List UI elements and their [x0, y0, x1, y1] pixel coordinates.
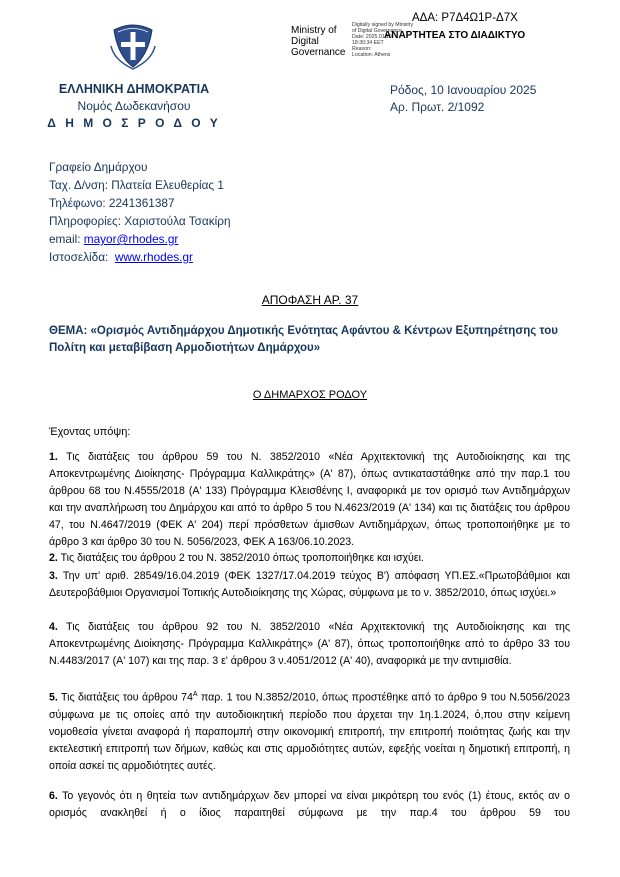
email-link[interactable]: mayor@rhodes.gr — [83, 232, 179, 246]
signature-org-line: Ministry of — [291, 25, 337, 36]
paragraph-text: Τις διατάξεις του άρθρου 74 — [57, 691, 193, 704]
info-contact: Πληροφορίες: Χαριστούλα Τσακίρη — [49, 214, 231, 228]
publish-stamp: ΑΝΑΡΤΗΤΕΑ ΣΤΟ ΔΙΑΔΙΚΤΥΟ — [384, 30, 526, 41]
subject-line: ΘΕΜΑ: «Ορισμός Αντιδημάρχου Δημοτικής Ενότητας Αφάντου & Κέντρων Εξυπηρέτησης του Πολίτη και μεταβίβαση Αρμοδιοτήτων Δημάρχου» — [49, 325, 558, 354]
signature-detail: Reason: — [352, 46, 372, 52]
email-line — [49, 232, 178, 246]
paragraph-2 — [49, 550, 570, 567]
website-line — [49, 250, 193, 264]
paragraph-number: 6. — [49, 790, 58, 802]
signature-detail: 18:30:34 EET — [352, 40, 384, 46]
considering-heading: Έχοντας υπόψη: — [49, 426, 131, 438]
prefecture-name: Νομός Δωδεκανήσου — [77, 99, 191, 113]
paragraph-number: 3. — [49, 570, 58, 582]
paragraph-text: Την υπ' αριθ. 28549/16.04.2019 (ΦΕΚ 1327/17.04.2019 τεύχος Β') απόφαση ΥΠ.ΕΣ.«Πρωτοβάθμιοι και Δευτεροβάθμιοι Οργανισμοί Τοπικής Αυτοδιοίκησης της Χώρας, σύμφωνα με το ν. 3852/2010, όπως ισχύει.» — [49, 570, 570, 600]
website-label: Ιστοσελίδα: — [49, 250, 115, 264]
paragraph-text: παρ. 1 του Ν.3852/2010, όπως προστέθηκε από το άρθρο 9 του Ν.5056/2023 σύμφωνα με τις οποίες από την αυτοδιοικητική περίοδο που άρχεται την 1η.1.2024, ό,που στην κείμενη νομοθεσία γίνεται αναφορά ή παραπομπή στην οικονομική επιτροπή, την επιτροπή ποιότητας ζωής και την εκτελεστική επιτροπή των δήμων, καθώς και στις αρμοδιότητες αυτών, εφεξής νοείται η δημοτική επιτροπή, η οποία ασκεί τις αρμοδιότητες αυτές. — [49, 691, 570, 772]
phone-number: Τηλέφωνο: 2241361387 — [49, 196, 175, 210]
paragraph-text: Τις διατάξεις του άρθρου 2 του Ν. 3852/2010 όπως τροποποιήθηκε και ισχύει. — [57, 552, 424, 564]
email-label: email: — [49, 232, 84, 246]
superscript: Α — [192, 691, 198, 698]
website-link[interactable]: www.rhodes.gr — [114, 250, 193, 264]
paragraph-number: 2. — [49, 552, 58, 564]
signature-detail: Date: 2025.01.10 — [352, 34, 392, 40]
paragraph-text: Τις διατάξεις του άρθρου 59 του Ν. 3852/2010 «Νέα Αρχιτεκτονική της Αυτοδιοίκησης και της Αποκεντρωμένης Διοίκησης- Πρόγραμμα Καλλικράτης» (Α' 87), όπως αντικαταστάθηκε από την παρ.1 του άρθρου 68 του Ν.4555/2018 (Α' 133) Πρόγραμμα Κλεισθένης Ι, αναφορικά με τον ορισμό των Αντιδημάρχων και την αναπλήρωση του Δημάρχου και από το άρθρο 5 του Ν.4623/2019 (Α' 134) και τις διατάξεις του άρθρου 47, του Ν.4647/2019 (ΦΕΚ Α' 204) περί πρόσθετων άμισθων Αντιδημάρχων, όπως τροποποιήθηκε με το άρθρο 3 και άρθρο 30 του Ν. 5056/2023, ΦΕΚ Α 163/06.10.2023. — [49, 451, 570, 549]
paragraph-6 — [49, 788, 570, 822]
protocol-number: Αρ. Πρωτ. 2/1092 — [390, 100, 485, 114]
office-name: Γραφείο Δημάρχου — [49, 160, 148, 174]
paragraph-4 — [49, 619, 570, 670]
paragraph-3 — [49, 568, 570, 602]
paragraph-number: 5. — [49, 691, 58, 704]
municipality-name: Δ Η Μ Ο Σ Ρ Ο Δ Ο Υ — [47, 116, 221, 130]
paragraph-number: 4. — [49, 621, 58, 633]
signature-detail: Location: Athens — [352, 52, 391, 58]
signature-org-line: Digital — [291, 36, 319, 47]
mayor-heading: Ο ΔΗΜΑΡΧΟΣ ΡΟΔΟΥ — [252, 389, 368, 401]
signature-org-line: Governance — [291, 47, 346, 58]
republic-name: ΕΛΛΗΝΙΚΗ ΔΗΜΟΚΡΑΤΙΑ — [58, 82, 210, 96]
signature-detail: of Digital Governance — [352, 28, 402, 34]
paragraph-text: Τις διατάξεις του άρθρου 92 του Ν. 3852/2010 «Νέα Αρχιτεκτονική της Αυτοδιοίκησης και της Αποκεντρωμένης Διοίκησης- Πρόγραμμα Καλλικράτης» (Α' 87), όπως τροποποιήθηκε από το άρθρο 33 του Ν.4483/2017 (Α' 107) και της παρ. 3 ε' άρθρου 3 ν.4051/2012 (Α' 40), αναφορικά με την αντιμισθία. — [49, 621, 570, 668]
paragraph-5 — [49, 686, 570, 775]
greek-coat-of-arms-icon — [108, 20, 158, 70]
decision-title: ΑΠΟΦΑΣΗ ΑΡ. 37 — [261, 293, 359, 307]
paragraph-number: 1. — [49, 451, 58, 463]
paragraph-text: Το γεγονός ότι η θητεία των αντιδημάρχων δεν μπορεί να είναι μικρότερη του ενός (1) έτους, εκτός αν ο ορισμός ανακληθεί ή ο ίδιος παραιτηθεί σύμφωνα με την παρ.4 του άρθρου 59 του — [49, 790, 570, 820]
document-date: Ρόδος, 10 Ιανουαρίου 2025 — [390, 83, 537, 97]
signature-detail: Digitally signed by Ministry — [352, 22, 414, 28]
postal-address: Ταχ. Δ/νση: Πλατεία Ελευθερίας 1 — [49, 178, 224, 192]
paragraph-1 — [49, 449, 570, 552]
ada-code: ΑΔΑ: Ρ7Δ4Ω1Ρ-Δ7Χ — [412, 12, 518, 24]
